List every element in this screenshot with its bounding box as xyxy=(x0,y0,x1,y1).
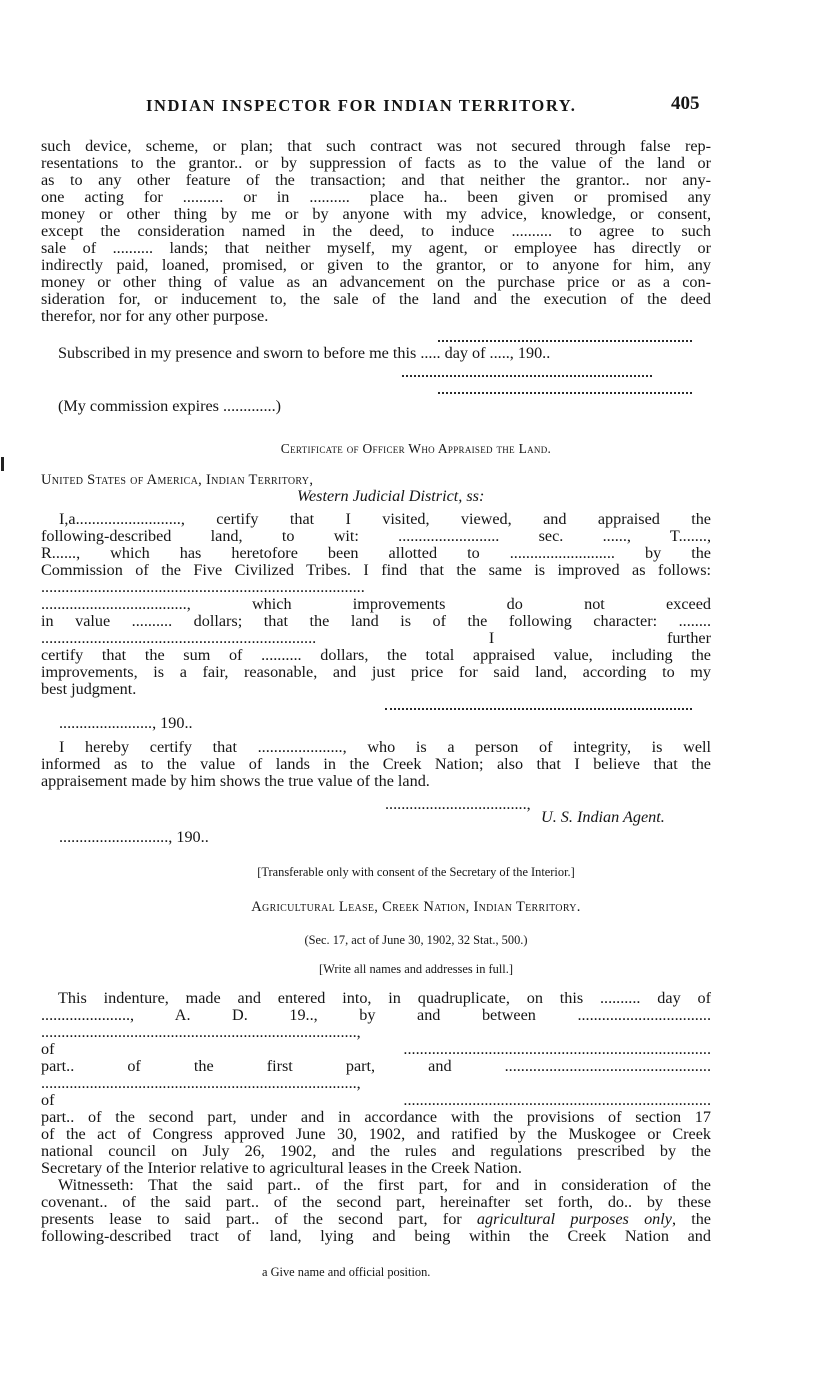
text-line: following-described tract of land, lying and being within the Creek Nation and xyxy=(41,1227,711,1245)
notary-title-line xyxy=(438,392,692,394)
appraiser-signature-line xyxy=(385,708,692,710)
text-span: , the xyxy=(671,1210,711,1228)
text-line: of ............................................................................ xyxy=(41,1091,711,1109)
text-line: part.. of the first part, and ................................................... xyxy=(41,1057,711,1075)
text-line: best judgment. xyxy=(41,680,137,698)
running-title: INDIAN INSPECTOR FOR INDIAN TERRITORY. xyxy=(146,96,577,115)
text-line: as to any other feature of the transaction; and that neither the grantor.. nor any- xyxy=(41,171,711,189)
text-span: presents lease to said part.. of the second part, for xyxy=(41,1210,477,1228)
text-line: improvements, is a fair, reasonable, and just price for said land, according to my xyxy=(41,663,711,681)
certificate-title: Certificate of Officer Who Appraised the Land. xyxy=(280,441,552,456)
text-line: I hereby certify that ....................., who is a person of integrity, is well xyxy=(59,738,711,756)
text-line: Commission of the Five Civilized Tribes. I find that the same is improved as follows: xyxy=(41,561,711,579)
agent-signature: ..................................., xyxy=(385,795,531,813)
text-line: national council on July 26, 1902, and the rules and regulations prescribed by the xyxy=(41,1142,711,1160)
text-line: sale of .......... lands; that neither myself, my agent, or employee has directly or xyxy=(41,239,711,257)
text-line: in value .......... dollars; that the land is of the following character: ........ xyxy=(41,612,711,630)
text-line: This indenture, made and entered into, in quadruplicate, on this .......... day of xyxy=(58,989,711,1007)
text-line: .................................................................... I further xyxy=(41,629,711,647)
text-line: part.. of the second part, under and in accordance with the provisions of section 17 xyxy=(41,1108,711,1126)
text-line: therefor, nor for any other purpose. xyxy=(41,307,269,325)
text-line: such device, scheme, or plan; that such contract was not secured through false rep- xyxy=(41,137,711,155)
text-line: ...................................., which improvements do not exceed xyxy=(41,595,711,613)
agent-title: U. S. Indian Agent. xyxy=(541,808,665,826)
text-line: certify that the sum of .......... dollars, the total appraised value, including the xyxy=(41,646,711,664)
text-line: sideration for, or inducement to, the sale of the land and the execution of the deed xyxy=(41,290,711,308)
text-line: one acting for .......... or in .......... place ha.. been given or promised any xyxy=(41,188,711,206)
text-line: appraisement made by him shows the true value of the land. xyxy=(41,772,430,790)
text-line xyxy=(41,1211,711,1228)
text-line: following-described land, to wit: ......................... sec. ......, T......., xyxy=(41,527,711,545)
text-line: R......, which has heretofore been allotted to .......................... by the xyxy=(41,544,711,562)
venue-line: United States of America, Indian Territory, xyxy=(41,472,314,488)
lease-citation: (Sec. 17, act of June 30, 1902, 32 Stat., 500.) xyxy=(304,933,528,947)
text-line: Secretary of the Interior relative to agricultural leases in the Creek Nation. xyxy=(41,1159,522,1177)
text-line: money or other thing of value as an advancement on the purchase price or as a con- xyxy=(41,273,711,291)
text-line: .............................................................................., xyxy=(41,1023,361,1041)
date-line: ......................., 190.. xyxy=(59,714,193,732)
text-line: Witnesseth: That the said part.. of the first part, for and in consideration of the xyxy=(58,1176,711,1194)
signature-line xyxy=(438,340,692,342)
emphasis-text: agricultural purposes only xyxy=(476,1210,672,1228)
text-line: ......................, A. D. 19.., by and between ................................. xyxy=(41,1006,711,1024)
text-line: indirectly paid, loaned, promised, or given to the grantor, or to anyone for him, any xyxy=(41,256,711,274)
footnote: a Give name and official position. xyxy=(262,1265,431,1279)
text-line: I,a.........................., certify that I visited, viewed, and appraised the xyxy=(59,510,711,528)
transfer-note: [Transferable only with consent of the Secretary of the Interior.] xyxy=(257,865,575,879)
text-line: of the act of Congress approved June 30, 1902, and ratified by the Muskogee or Creek xyxy=(41,1125,711,1143)
text-line: resentations to the grantor.. or by suppression of facts as to the value of the land or xyxy=(41,154,711,172)
district-line: Western Judicial District, ss: xyxy=(297,487,485,505)
lease-title: Agricultural Lease, Creek Nation, Indian Territory. xyxy=(251,899,581,915)
text-line: covenant.. of the said part.. of the second part, hereinafter set forth, do.. by these xyxy=(41,1193,711,1211)
text-line: money or other thing by me or by anyone with my advice, knowledge, or consent, xyxy=(41,205,711,223)
text-line: of ............................................................................ xyxy=(41,1040,711,1058)
margin-mark xyxy=(1,457,4,471)
text-line: except the consideration named in the deed, to induce .......... to agree to such xyxy=(41,222,711,240)
text-line: informed as to the value of lands in the Creek Nation; also that I believe that the xyxy=(41,755,711,773)
commission-expires: (My commission expires .............) xyxy=(58,397,282,415)
text-line: .............................................................................., xyxy=(41,1074,361,1092)
date-line: ..........................., 190.. xyxy=(59,828,209,846)
notary-signature-line xyxy=(402,375,652,377)
lease-instruction: [Write all names and addresses in full.] xyxy=(319,962,513,976)
text-line: ................................................................................ xyxy=(41,578,365,596)
page-number: 405 xyxy=(671,93,700,114)
subscribed-line: Subscribed in my presence and sworn to before me this ..... day of ....., 190.. xyxy=(58,344,551,362)
